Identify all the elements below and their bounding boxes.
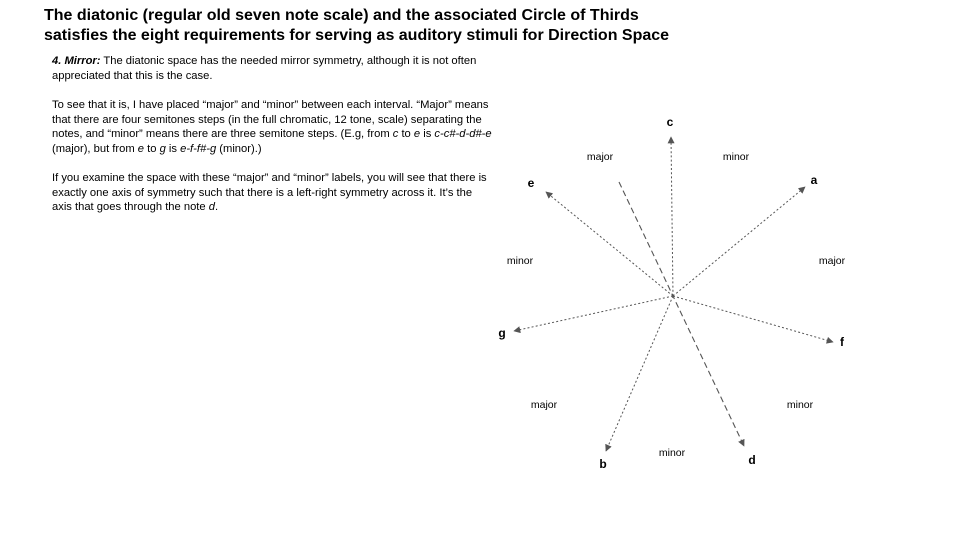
note-sequence: e-f-f#-g xyxy=(180,142,217,155)
note-g: g xyxy=(498,326,506,340)
note-ref: g xyxy=(159,142,166,155)
interval-label-g-e: minor xyxy=(506,255,534,267)
paragraph-mirror-text: The diatonic space has the needed mirror symmetry, although it is not often appreciated that this is the case. xyxy=(52,55,477,82)
note-ref: c xyxy=(392,128,399,140)
interval-label-e-c: major xyxy=(586,151,614,163)
interval-label-a-f: major xyxy=(818,255,846,267)
arrow-to-b xyxy=(606,296,673,451)
text-span: . xyxy=(214,201,219,213)
arrow-to-f xyxy=(673,296,833,342)
text-span: To see that it is, I have placed “major” and “minor” between each interval. “Major” means that there are four semitones steps (in the full chromatic, 12 tone, scale) separating the notes, and “minor” means there are three semitone steps. (E.g, from xyxy=(52,99,489,140)
interval-label-d-b: minor xyxy=(658,447,686,459)
note-b: b xyxy=(599,457,607,471)
arrow-to-g xyxy=(514,296,673,331)
note-d: d xyxy=(748,453,756,467)
text-span: is xyxy=(420,128,435,140)
symmetry-axis-d xyxy=(619,182,744,446)
note-sequence: c-c#-d-d#-e xyxy=(434,128,492,140)
text-span: If you examine the space with these “major” and “minor” labels, you will see that there is exactly one axis of symmetry such that there is a left-right symmetry across it. It’s the axis that goes through the note xyxy=(52,172,487,213)
text-span: (minor).) xyxy=(216,142,262,155)
interval-label-f-d: minor xyxy=(786,399,814,411)
note-f: f xyxy=(840,335,844,349)
note-ref: e xyxy=(137,142,145,155)
interval-label-b-g: major xyxy=(530,399,558,411)
note-ref: e xyxy=(413,128,421,140)
mirror-heading: 4. Mirror: xyxy=(52,55,101,67)
note-ref: d xyxy=(208,201,215,213)
note-a: a xyxy=(810,173,818,187)
arrow-to-c xyxy=(671,137,673,296)
note-c: c xyxy=(666,115,674,129)
title-line-1: The diatonic (regular old seven note scale) and the associated Circle of Thirds xyxy=(44,7,639,24)
interval-label-c-a: minor xyxy=(722,151,750,163)
note-e: e xyxy=(527,176,535,190)
arrow-to-a xyxy=(673,187,805,296)
arrow-to-e xyxy=(546,192,673,296)
text-span: to xyxy=(398,128,414,140)
title-line-2: satisfies the eight requirements for serving as auditory stimuli for Direction Space xyxy=(44,27,670,44)
text-span: is xyxy=(165,142,181,155)
text-span: (major), but from xyxy=(52,142,138,155)
text-span: to xyxy=(144,142,160,155)
